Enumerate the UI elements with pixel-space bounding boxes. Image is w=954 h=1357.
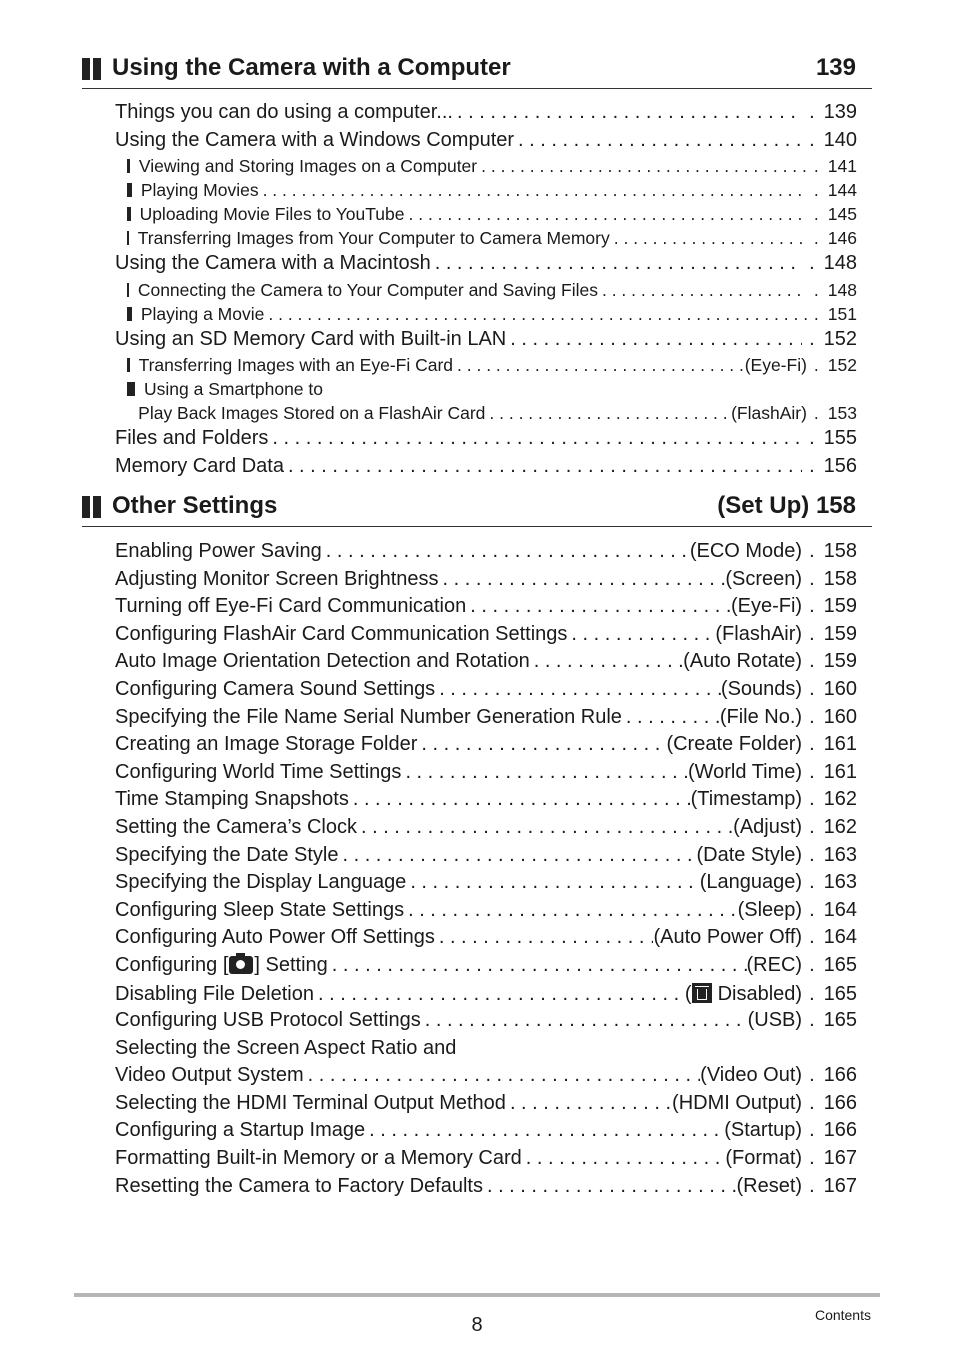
section-mark-icon [82,58,102,80]
leader-dot: . [809,1147,815,1170]
toc-entry[interactable] [115,1007,857,1035]
section-mark-icon [82,496,102,518]
toc-entry[interactable] [115,621,857,649]
page-number: 8 [471,1314,483,1336]
entry-text: Things you can do using a computer... [115,101,453,123]
entry-text: Specifying the Date Style [115,843,339,866]
entry-page: 163 [823,871,857,894]
toc-entry[interactable] [115,842,857,870]
entry-tag: (FlashAir) [731,403,807,424]
section-page: (Set Up) 158 [717,492,856,519]
dot-leader [268,425,802,453]
entry-tag: (Date Style) [696,843,803,866]
dot-leader [439,566,726,594]
bullet-icon [127,283,129,297]
toc-entry[interactable] [115,278,857,302]
dot-leader [322,538,690,566]
leader-dot: . [813,180,819,201]
trash-icon [692,983,712,1003]
entry-page: 146 [827,228,857,249]
entry-page: 167 [823,1147,857,1170]
toc-entry[interactable] [115,250,857,278]
dot-leader [506,1090,672,1118]
dot-leader [435,924,654,952]
entry-page: 167 [823,1174,857,1197]
entry-page: 164 [823,926,857,949]
leader-dot: . [809,1009,815,1032]
entry-text: Transferring Images from Your Computer to Camera Memory [137,228,610,249]
entry-tag: (Startup) [724,1119,803,1142]
toc-entry[interactable] [115,99,857,127]
entry-text: Using the Camera with a Windows Computer [115,128,515,151]
entry-page: 164 [823,898,857,921]
toc-entry[interactable] [115,980,857,1008]
dot-leader [338,842,696,870]
dot-leader [506,326,802,354]
toc-entry[interactable] [115,401,857,425]
leader-dot: . [813,156,819,177]
entry-page: 159 [823,622,857,645]
leader-dot: . [809,327,815,350]
entry-page: 166 [823,1119,857,1142]
entry-page: 158 [823,540,857,562]
dot-leader [264,302,807,326]
leader-dot: . [809,454,815,477]
entry-page: 139 [823,101,857,123]
toc-entry[interactable] [115,453,857,481]
leader-dot: . [809,1119,815,1142]
entry-page: 148 [827,279,857,300]
leader-dot: . [809,898,815,921]
leader-dot: . [809,540,815,562]
toc-entry[interactable] [115,704,857,732]
entry-text: Specifying the File Name Serial Number Generation Rule [115,705,622,728]
entry-tag: (Timestamp) [690,788,803,811]
toc-entry[interactable] [115,1062,857,1090]
toc-entry[interactable] [115,425,857,453]
entry-page: 155 [823,427,857,450]
entry-tag: (Video Out) [700,1064,803,1087]
bullet-icon [127,307,132,321]
toc-entry-line [115,377,857,401]
dot-leader [485,401,731,425]
leader-dot: . [809,595,815,618]
bullet-icon [127,382,135,396]
leader-dot: . [809,427,815,450]
dot-leader [567,621,715,649]
entry-tag: (Auto Rotate) [683,650,803,673]
section-title: Other Settings [112,492,278,519]
leader-dot: . [809,128,815,151]
dot-leader [522,1145,726,1173]
entry-text: Uploading Movie Files to YouTube [139,204,405,225]
entry-page: 153 [827,403,857,424]
dot-leader [401,759,688,787]
dot-leader [357,814,733,842]
entry-page: 152 [823,327,857,350]
bullet-icon [127,183,132,197]
dot-leader [328,952,747,980]
dot-leader [304,1062,701,1090]
toc-entry[interactable] [115,786,857,814]
entry-page: 145 [827,204,857,225]
toc-entry[interactable] [115,566,857,594]
entry-text: Formatting Built-in Memory or a Memory Card [115,1147,522,1170]
dot-leader [365,1117,724,1145]
entry-text: Disabling File Deletion [115,982,314,1005]
leader-dot: . [809,1174,815,1197]
entry-text: Time Stamping Snapshots [115,788,349,811]
entry-tag: (HDMI Output) [672,1091,803,1114]
toc-entry[interactable] [115,593,857,621]
leader-dot: . [809,677,815,700]
toc-entry[interactable] [115,924,857,952]
dot-leader [483,1173,737,1201]
toc-entry[interactable] [115,302,857,326]
entry-tag: (Create Folder) [666,733,803,756]
section-header-computer [82,52,872,89]
dot-leader [453,353,745,377]
entry-tag: (Screen) [725,567,803,590]
entry-tag: (Adjust) [733,815,803,838]
bullet-icon [127,159,130,173]
toc-entry[interactable] [115,731,857,759]
leader-dot: . [809,705,815,728]
bullet-icon [127,231,129,245]
entry-text: Specifying the Display Language [115,871,407,894]
entry-text: Auto Image Orientation Detection and Rotation [115,650,530,673]
toc-entry[interactable] [115,326,857,354]
entry-text: Selecting the Screen Aspect Ratio and [115,1036,457,1059]
entry-page: 158 [823,567,857,590]
dot-leader [417,731,666,759]
entry-page: 159 [823,595,857,618]
entry-page: 141 [827,156,857,177]
entry-page: 144 [827,180,857,201]
entry-page: 166 [823,1064,857,1087]
entry-page: 163 [823,843,857,866]
leader-dot: . [809,982,815,1005]
leader-dot: . [813,403,819,424]
leader-dot: . [809,953,815,976]
dot-leader [435,676,721,704]
toc-entry[interactable] [115,869,857,897]
toc-entry[interactable] [115,952,857,980]
entry-tag: (Eye-Fi) [730,595,803,618]
leader-dot: . [809,1091,815,1114]
toc-entry[interactable] [115,202,857,226]
section-title: Using the Camera with a Computer [112,54,511,81]
entry-tag: (Eye-Fi) [744,355,807,376]
leader-dot: . [809,567,815,590]
toc-entry[interactable] [115,1145,857,1173]
entry-page: 160 [823,677,857,700]
toc-entry[interactable] [115,1173,857,1201]
entry-text: Video Output System [115,1064,304,1087]
bullet-icon [127,358,130,372]
dot-leader [622,704,720,732]
toc-entry[interactable] [115,1117,857,1145]
entry-tag: (USB) [747,1009,803,1032]
entry-text: Viewing and Storing Images on a Computer [138,156,478,177]
entry-text: Configuring Auto Power Off Settings [115,926,435,949]
entry-tag: (Sounds) [720,677,803,700]
entry-text: Memory Card Data [115,454,284,477]
toc-computer [115,99,857,481]
entry-text: Setting the Camera’s Clock [115,815,357,838]
footer-label: Contents [814,1307,871,1323]
entry-text: Configuring [ ] Setting [115,953,328,976]
dot-leader [284,453,802,481]
dot-leader [466,593,731,621]
entry-tag: (Auto Power Off) [653,926,803,949]
toc-entry[interactable] [115,154,857,178]
entry-text: Enabling Power Saving [115,540,322,562]
entry-tag: (World Time) [687,760,803,783]
entry-page: 159 [823,650,857,673]
entry-tag: ( Disabled) [684,982,803,1005]
leader-dot: . [809,252,815,275]
entry-page: 165 [823,982,857,1005]
entry-page: 151 [827,303,857,324]
dot-leader [259,178,807,202]
dot-leader [453,99,802,127]
bullet-icon [127,207,131,221]
entry-page: 161 [823,733,857,756]
leader-dot: . [809,815,815,838]
entry-page: 156 [823,454,857,477]
entry-page: 166 [823,1091,857,1114]
entry-text: Configuring World Time Settings [115,760,402,783]
dot-leader [405,202,807,226]
dot-leader [598,278,807,302]
entry-text: Adjusting Monitor Screen Brightness [115,567,439,590]
leader-dot: . [809,788,815,811]
entry-tag: (File No.) [719,705,803,728]
leader-dot: . [809,622,815,645]
entry-tag: (Format) [725,1147,803,1170]
entry-text: Configuring FlashAir Card Communication Settings [115,622,568,645]
entry-page: 140 [823,128,857,151]
toc-entry[interactable] [115,226,857,250]
toc-entry[interactable] [115,1090,857,1118]
entry-text: Play Back Images Stored on a FlashAir Card [138,403,486,424]
leader-dot: . [809,650,815,673]
dot-leader [477,154,807,178]
toc-entry[interactable] [115,648,857,676]
leader-dot: . [809,843,815,866]
leader-dot: . [813,303,819,324]
entry-text: Playing Movies [140,180,259,201]
leader-dot: . [813,228,819,249]
leader-dot: . [809,871,815,894]
camera-icon [229,956,253,974]
leader-dot: . [809,926,815,949]
leader-dot: . [809,760,815,783]
section-header-other-settings [82,490,872,527]
toc-entry[interactable] [115,353,857,377]
toc-entry[interactable] [115,676,857,704]
toc-entry[interactable] [115,127,857,155]
dot-leader [404,897,738,925]
entry-tag: (REC) [746,953,803,976]
entry-text: Using the Camera with a Macintosh [115,252,431,275]
dot-leader [421,1007,748,1035]
dot-leader [610,226,807,250]
toc-entry[interactable] [115,538,857,566]
dot-leader [530,648,683,676]
leader-dot: . [813,204,819,225]
toc-entry[interactable] [115,178,857,202]
entry-page: 162 [823,788,857,811]
entry-page: 161 [823,760,857,783]
toc-entry-line [115,1035,857,1063]
entry-text: Transferring Images with an Eye-Fi Card [138,355,454,376]
dot-leader [406,869,699,897]
entry-page: 152 [827,355,857,376]
entry-page: 148 [823,252,857,275]
entry-page: 165 [823,1009,857,1032]
dot-leader [314,981,685,1008]
leader-dot: . [809,733,815,756]
entry-tag: (Language) [699,871,803,894]
entry-tag: (Reset) [736,1174,803,1197]
entry-text: Resetting the Camera to Factory Defaults [115,1174,483,1197]
entry-text: Turning off Eye-Fi Card Communication [115,595,467,618]
entry-page: 165 [823,953,857,976]
leader-dot: . [813,355,819,376]
leader-dot: . [809,1064,815,1087]
entry-text: Creating an Image Storage Folder [115,733,418,756]
entry-text: Configuring USB Protocol Settings [115,1009,421,1032]
leader-dot: . [813,279,819,300]
entry-tag: (FlashAir) [715,622,803,645]
entry-text: Files and Folders [115,427,269,450]
dot-leader [514,127,802,155]
entry-text: Using a Smartphone to [144,379,323,400]
footer-rule [74,1293,880,1297]
toc-other-settings [115,538,857,1200]
dot-leader [431,250,802,278]
entry-page: 160 [823,705,857,728]
entry-text: Configuring Camera Sound Settings [115,677,436,700]
leader-dot: . [809,101,815,123]
toc-entry[interactable] [115,897,857,925]
entry-text: Configuring a Startup Image [115,1119,366,1142]
entry-text: Connecting the Camera to Your Computer and Saving Files [137,279,598,300]
entry-tag: (ECO Mode) [689,540,803,562]
entry-text: Configuring Sleep State Settings [115,898,405,921]
entry-text: Using an SD Memory Card with Built-in LAN [115,327,507,350]
entry-page: 162 [823,815,857,838]
entry-text: Selecting the HDMI Terminal Output Method [115,1091,506,1114]
dot-leader [349,786,691,814]
section-page: 139 [815,54,856,81]
entry-text: Playing a Movie [140,303,265,324]
toc-entry[interactable] [115,759,857,787]
toc-entry[interactable] [115,814,857,842]
entry-tag: (Sleep) [737,898,803,921]
